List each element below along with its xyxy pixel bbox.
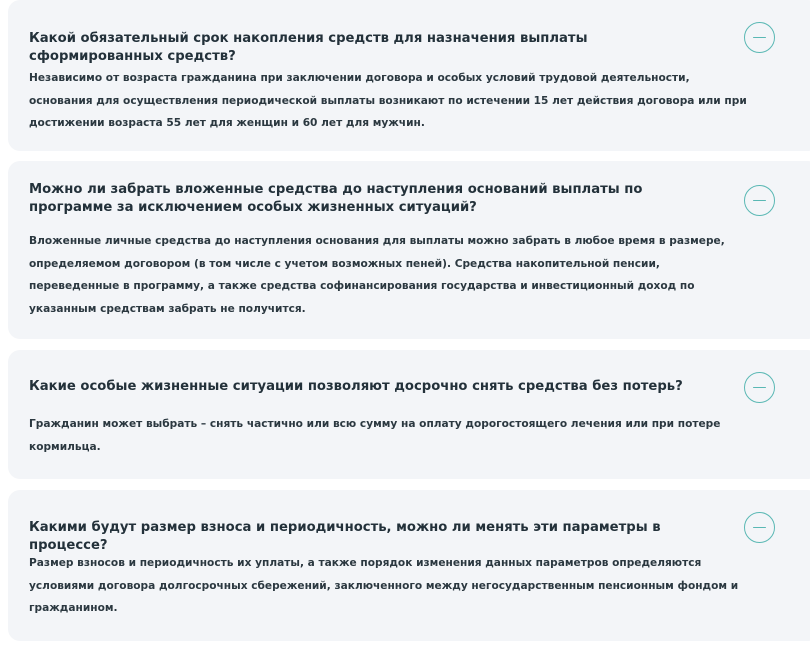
- faq-question[interactable]: Какой обязательный срок накопления средств для назначения выплаты сформированных средств?: [29, 31, 588, 64]
- faq-answer: Размер взносов и периодичность их уплаты, а также порядок изменения данных параметров определяются условиями договора долгосрочных сбережений, заключенного между негосударственным пенсионным фондом и гражданином.: [29, 557, 739, 614]
- minus-circle-icon[interactable]: [744, 372, 775, 403]
- faq-question[interactable]: Можно ли забрать вложенные средства до наступления оснований выплаты по программе за исключением особых жизненных ситуаций?: [29, 182, 643, 215]
- faq-question[interactable]: Какими будут размер взноса и периодичность, можно ли менять эти параметры в процессе?: [29, 520, 661, 553]
- faq-item: [8, 350, 810, 479]
- faq-answer: Гражданин может выбрать – снять частично или всю сумму на оплату дорогостоящего лечения или при потере кормильца.: [29, 418, 721, 453]
- faq-item: [8, 0, 810, 151]
- minus-circle-icon[interactable]: [744, 512, 775, 543]
- faq-item: [8, 161, 810, 339]
- minus-circle-icon[interactable]: [744, 185, 775, 216]
- minus-circle-icon[interactable]: [744, 22, 775, 53]
- faq-item: [8, 490, 810, 641]
- faq-answer: Независимо от возраста гражданина при заключении договора и особых условий трудовой деятельности, основания для осуществления периодической выплаты возникают по истечении 15 лет действия договора или при достижении возраста 55 лет для женщин и 60 лет для мужчин.: [29, 72, 747, 129]
- faq-question[interactable]: Какие особые жизненные ситуации позволяют досрочно снять средства без потерь?: [29, 379, 683, 394]
- faq-answer: Вложенные личные средства до наступления основания для выплаты можно забрать в любое время в размере, определяемом договором (в том числе с учетом возможных пеней). Средства накопительной пенсии, переведенные в программу, а также средства софинансирования государства и инвестиционный доход по указанным средствам забрать не получится.: [29, 235, 725, 315]
